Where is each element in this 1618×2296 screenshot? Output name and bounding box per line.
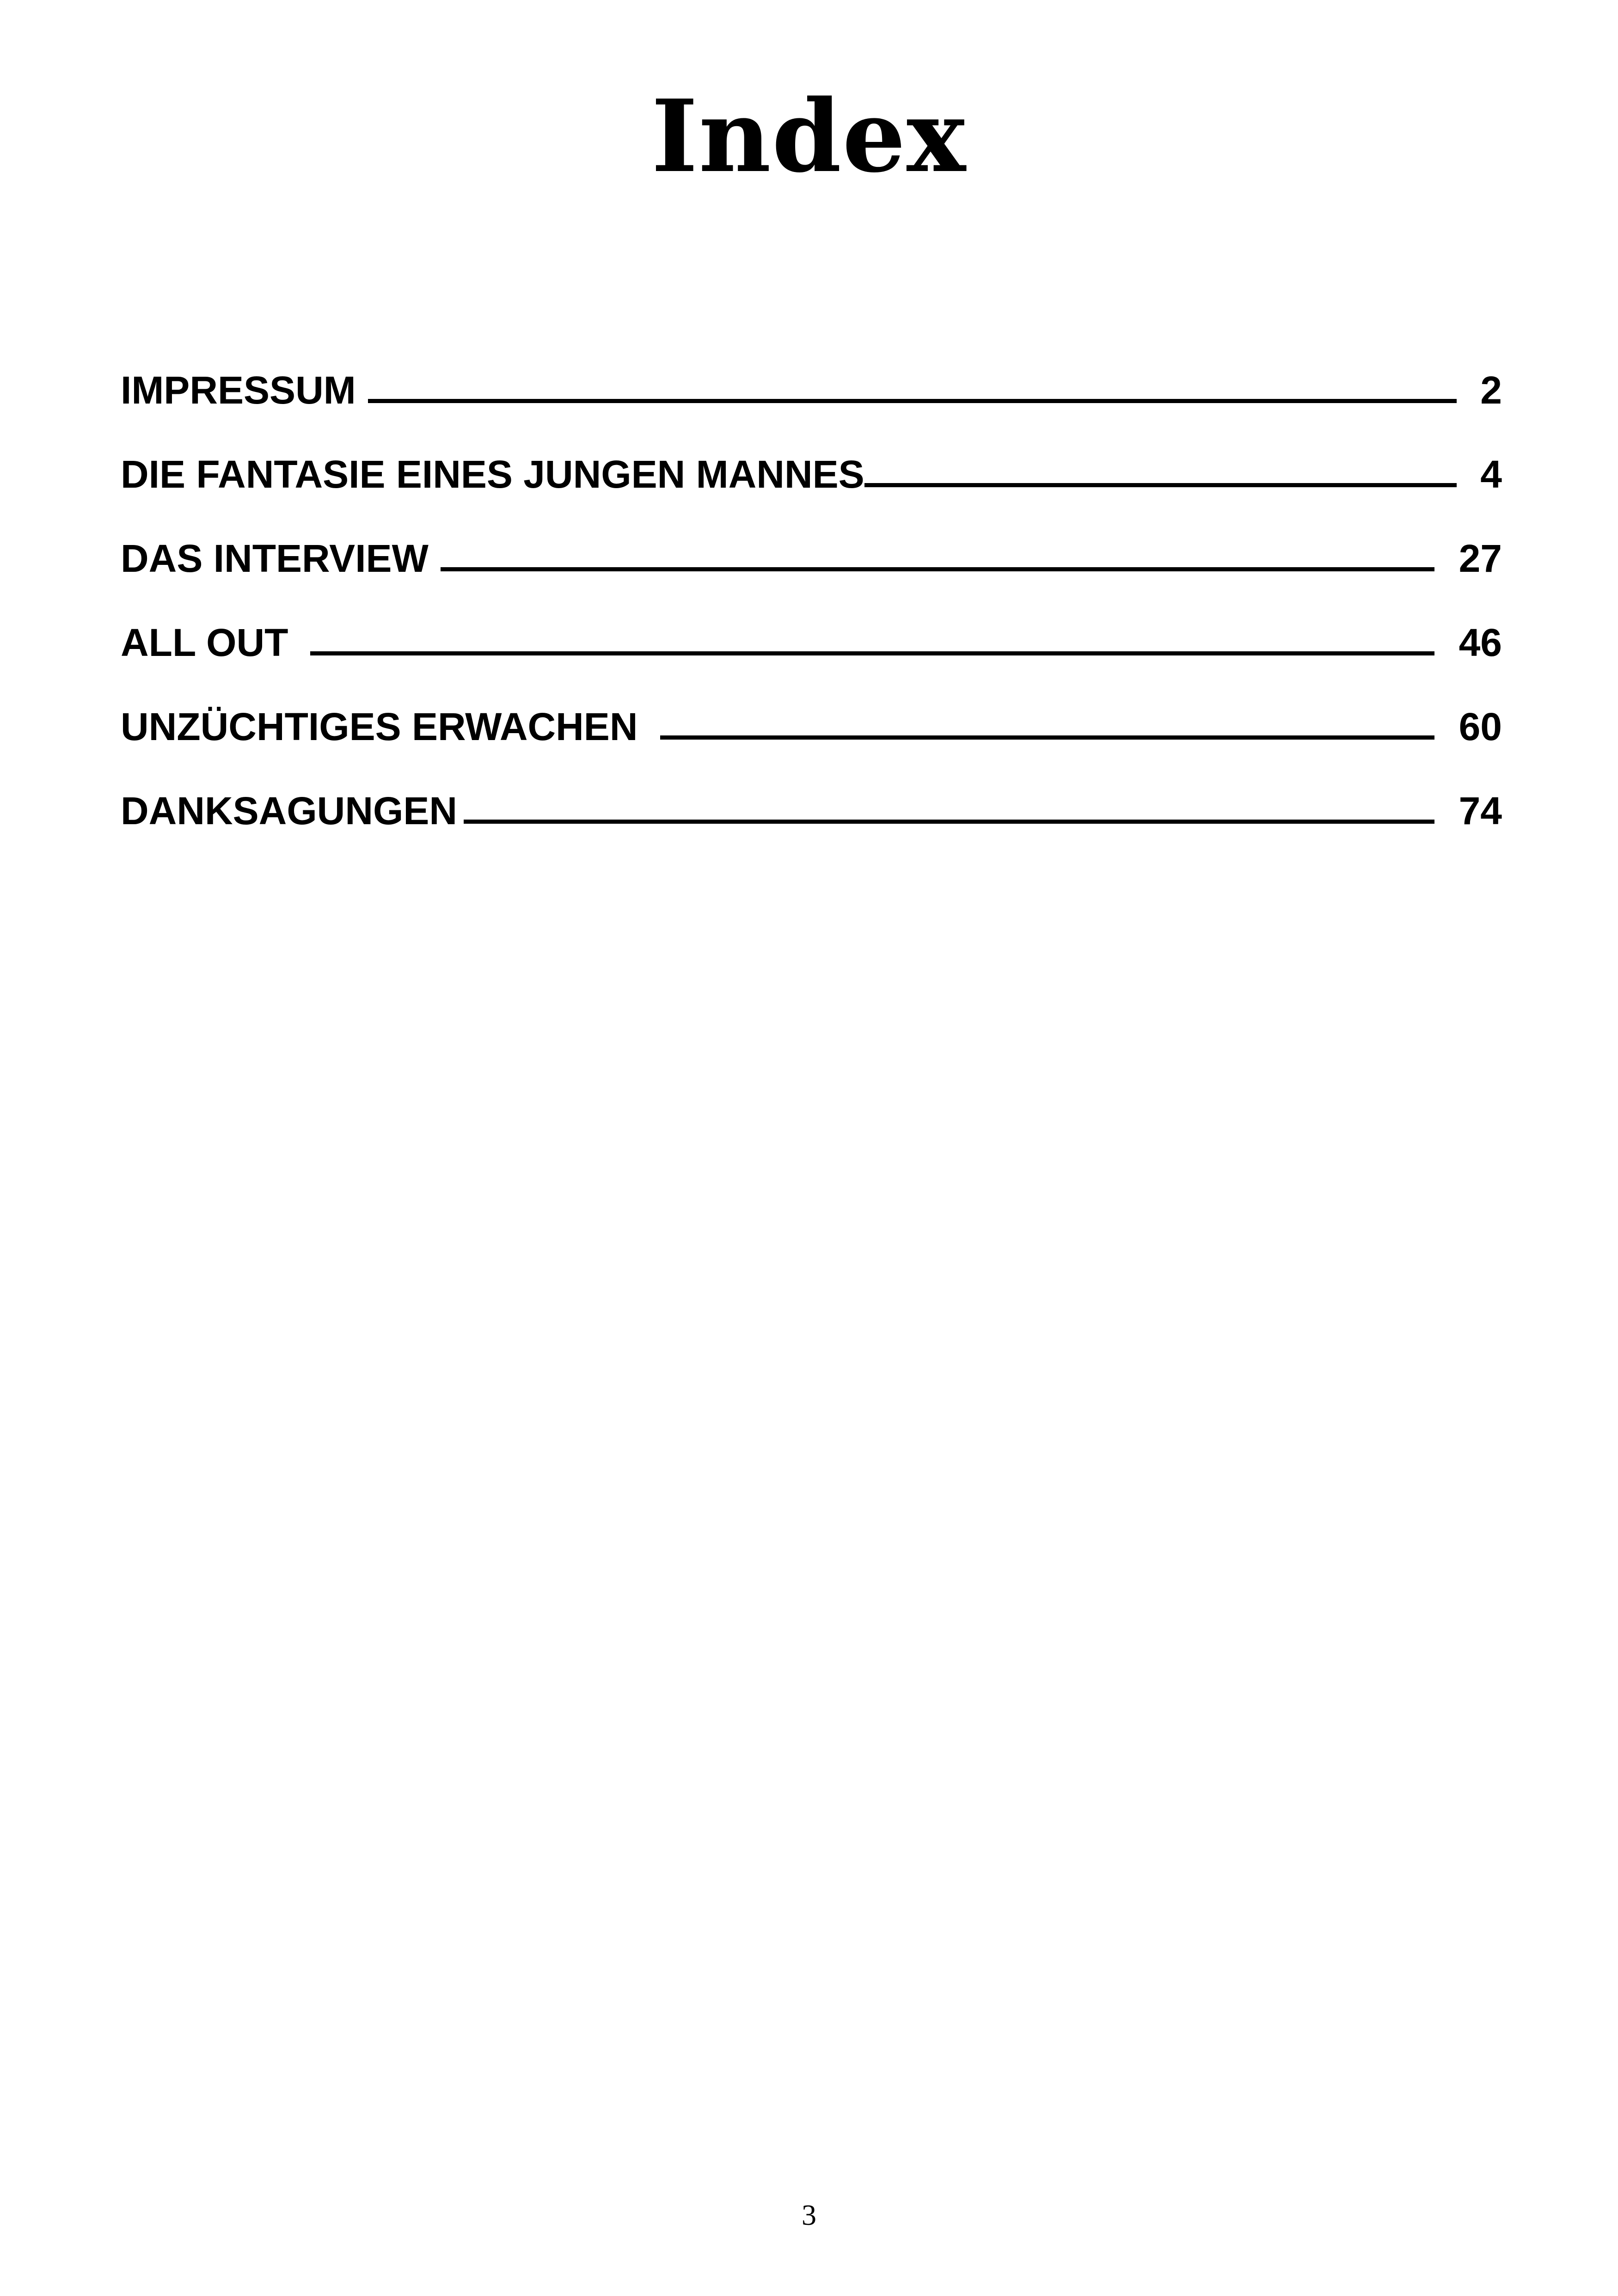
toc-entry-all-out[interactable]: [121, 582, 1502, 666]
toc-entry-danksagungen[interactable]: [121, 750, 1502, 834]
table-of-contents: [121, 329, 1502, 834]
page-number: 3: [802, 2198, 816, 2231]
toc-entry-das-interview[interactable]: [121, 497, 1502, 582]
toc-leader-line: [464, 820, 1434, 824]
toc-entry-page: 74: [1459, 789, 1502, 833]
toc-entry-page: 46: [1459, 621, 1502, 664]
toc-entry-impressum[interactable]: [121, 329, 1502, 413]
toc-leader-line: [310, 651, 1434, 655]
toc-entry-page: 4: [1480, 453, 1502, 496]
toc-entry-label: ALL OUT: [121, 621, 288, 664]
toc-leader-line: [660, 735, 1435, 740]
toc-entry-page: 60: [1459, 705, 1502, 748]
toc-leader-line: [441, 567, 1434, 571]
toc-leader-line: [864, 483, 1457, 487]
toc-entry-label: DANKSAGUNGEN: [121, 789, 458, 833]
toc-entry-page: 27: [1459, 537, 1502, 580]
toc-leader-line: [368, 399, 1457, 403]
toc-entry-label: IMPRESSUM: [121, 368, 356, 412]
toc-entry-label: DAS INTERVIEW: [121, 537, 429, 580]
toc-entry-label: DIE FANTASIE EINES JUNGEN MANNES: [121, 453, 864, 496]
toc-entry-die-fantasie-eines-jungen-mannes[interactable]: [121, 413, 1502, 497]
toc-entry-unzuechtiges-erwachen[interactable]: [121, 666, 1502, 750]
toc-entry-page: 2: [1480, 368, 1502, 412]
toc-entry-label: UNZÜCHTIGES ERWACHEN: [121, 705, 638, 748]
page-title: Index: [651, 78, 967, 195]
